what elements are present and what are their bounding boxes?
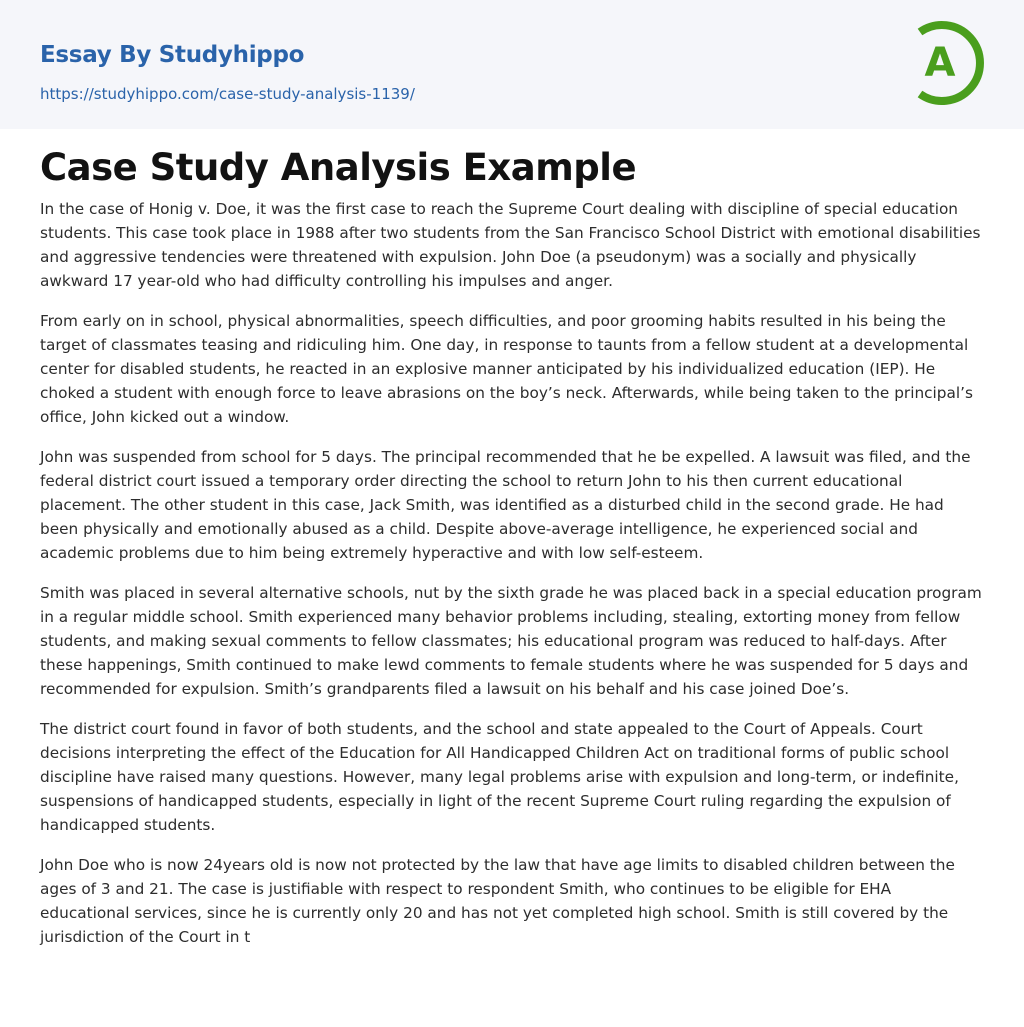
article-title: Case Study Analysis Example: [40, 146, 637, 189]
site-header: [0, 0, 1024, 129]
brand-title: Essay By Studyhippo: [40, 42, 305, 68]
logo-letter: A: [924, 40, 956, 86]
paragraph: John was suspended from school for 5 days. The principal recommended that he be expelled. A lawsuit was filed, and the federal district court issued a temporary order directing the school to return John to his then current educational placement. The other student in this case, Jack Smith, was identified as a disturbed child in the second grade. He had been physically and emotionally abused as a child. Despite above-average intelligence, he experienced social and academic problems due to him being extremely hyperactive and with low self-esteem.: [40, 448, 971, 562]
paragraph: In the case of Honig v. Doe, it was the first case to reach the Supreme Court dealing with discipline of special education students. This case took place in 1988 after two students from the San Francisco School District with emotional disabilities and aggressive tendencies were threatened with expulsion. John Doe (a pseudonym) was a socially and physically awkward 17 year-old who had difficulty controlling his impulses and anger.: [40, 200, 981, 290]
paragraph: The district court found in favor of both students, and the school and state appealed to the Court of Appeals. Court decisions interpreting the effect of the Education for All Handicapped Children Act on traditional forms of public school discipline have raised many questions. However, many legal problems arise with expulsion and long-term, or indefinite, suspensions of handicapped students, especially in light of the recent Supreme Court ruling regarding the expulsion of handicapped students.: [40, 720, 959, 834]
article: [0, 145, 1024, 949]
studyhippo-logo[interactable]: [898, 18, 988, 108]
essay-url-link[interactable]: https://studyhippo.com/case-study-analysis-1139/: [40, 85, 415, 103]
paragraph: From early on in school, physical abnormalities, speech difficulties, and poor grooming habits resulted in his being the target of classmates teasing and ridiculing him. One day, in response to taunts from a fellow student at a developmental center for disabled students, he reacted in an explosive manner anticipated by his individualized education (IEP). He choked a student with enough force to leave abrasions on the boy’s neck. Afterwards, while being taken to the principal’s office, John kicked out a window.: [40, 312, 973, 426]
paragraph: Smith was placed in several alternative schools, nut by the sixth grade he was placed back in a special education program in a regular middle school. Smith experienced many behavior problems including, stealing, extorting money from fellow students, and making sexual comments to fellow classmates; his educational program was reduced to half-days. After these happenings, Smith continued to make lewd comments to female students where he was suspended for 5 days and recommended for expulsion. Smith’s grandparents filed a lawsuit on his behalf and his case joined Doe’s.: [40, 584, 982, 698]
paragraph: John Doe who is now 24years old is now not protected by the law that have age limits to disabled children between the ages of 3 and 21. The case is justifiable with respect to respondent Smith, who continues to be eligible for EHA educational services, since he is currently only 20 and has not yet completed high school. Smith is still covered by the jurisdiction of the Court in t: [40, 856, 955, 946]
